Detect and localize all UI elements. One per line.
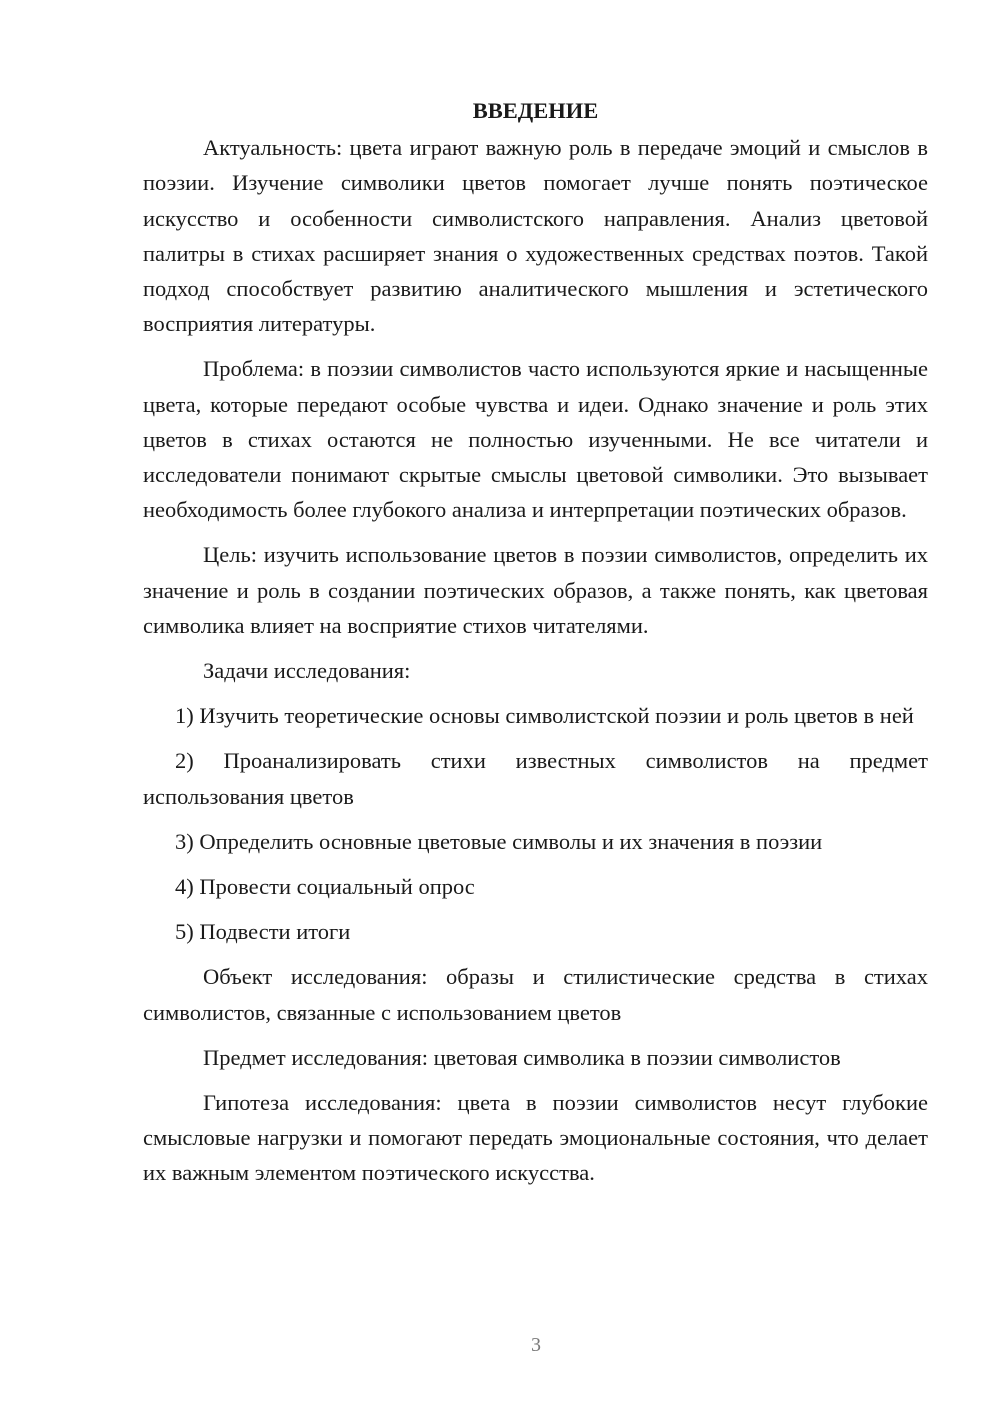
tasks-heading: Задачи исследования: xyxy=(203,658,411,684)
hypothesis-paragraph: Гипотеза исследования: цвета в поэзии символистов несут глубокие смысловые нагрузки и помогают передать эмоциональные состояния, что делает их важным элементом поэтического искусства. xyxy=(143,1090,928,1186)
task-item-3: 3) Определить основные цветовые символы и их значения в поэзии xyxy=(175,828,823,854)
task-item-1: 1) Изучить теоретические основы символистской поэзии и роль цветов в ней xyxy=(175,703,914,729)
page-title: ВВЕДЕНИЕ xyxy=(472,98,599,123)
page-number: 3 xyxy=(531,1334,541,1356)
subject-paragraph: Предмет исследования: цветовая символика в поэзии символистов xyxy=(203,1044,841,1070)
object-paragraph: Объект исследования: образы и стилистические средства в стихах символистов, связанные с использованием цветов xyxy=(143,964,928,1025)
relevance-paragraph: Актуальность: цвета играют важную роль в передаче эмоций и смыслов в поэзии. Изучение символики цветов помогает лучше понять поэтическое искусство и особенности символистского направления. Анализ цветовой палитры в стихах расширяет знания о художественных средствах поэтов. Такой подход способствует развитию аналитического мышления и эстетического восприятия литературы. xyxy=(143,135,928,337)
problem-paragraph: Проблема: в поэзии символистов часто используются яркие и насыщенные цвета, которые передают особые чувства и идеи. Однако значение и роль этих цветов в стихах остаются не полностью изученными. Не все читатели и исследователи понимают скрытые смыслы цветовой символики. Это вызывает необходимость более глубокого анализа и интерпретации поэтических образов. xyxy=(143,356,928,523)
goal-paragraph: Цель: изучить использование цветов в поэзии символистов, определить их значение и роль в создании поэтических образов, а также понять, как цветовая символика влияет на восприятие стихов читателями. xyxy=(143,542,928,638)
task-item-5: 5) Подвести итоги xyxy=(175,919,351,945)
task-item-4: 4) Провести социальный опрос xyxy=(175,874,475,900)
task-item-2: 2) Проанализировать стихи известных символистов на предмет использования цветов xyxy=(143,748,928,809)
page-body xyxy=(143,93,928,1201)
